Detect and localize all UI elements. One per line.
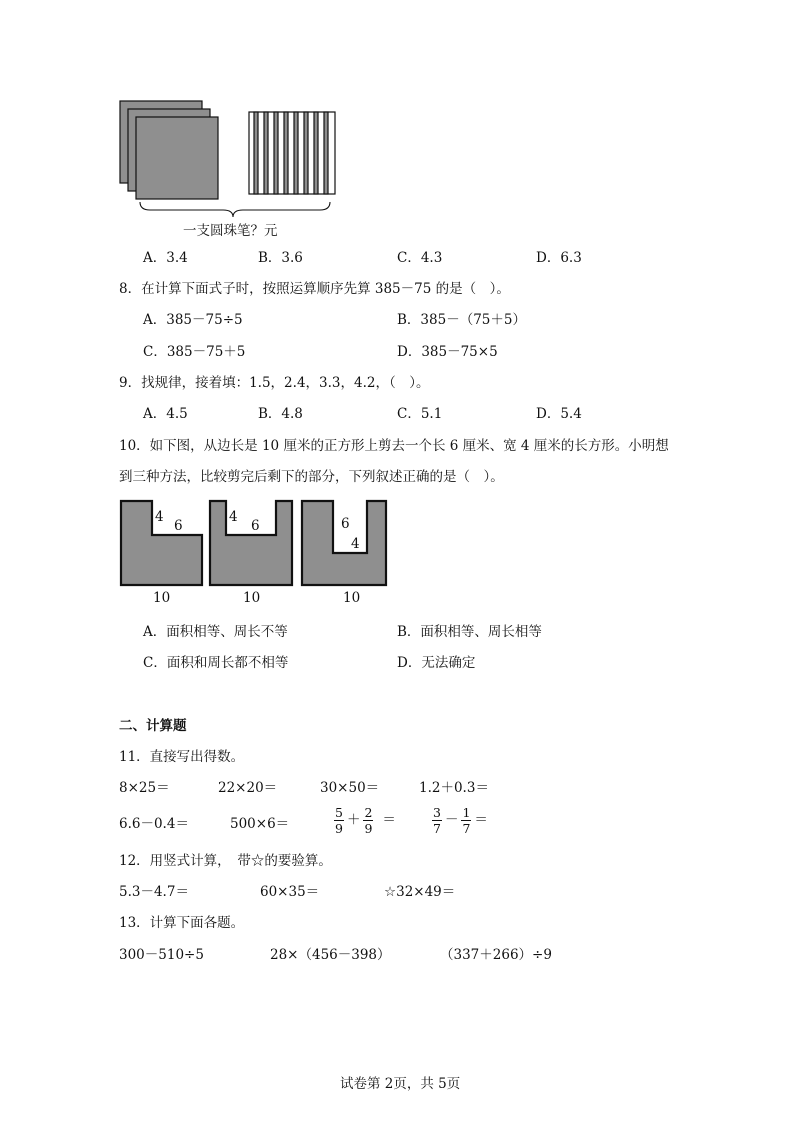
q9-option-c[interactable]: C．5.1 xyxy=(397,406,443,422)
q10-stem-line1: 10．如下图，从边长是 10 厘米的正方形上剪去一个长 6 厘米、宽 4 厘米的长方形。小明想 xyxy=(119,438,669,454)
q10-option-b[interactable]: B．面积相等、周长相等 xyxy=(397,624,542,640)
q7-option-a[interactable]: A．3.4 xyxy=(143,250,188,266)
q11-item-5: 6.6－0.4＝ xyxy=(119,816,189,832)
q11-item-2: 22×20＝ xyxy=(218,780,278,796)
q12-item-2: 60×35＝ xyxy=(260,884,320,900)
q8-option-c[interactable]: C．385－75＋5 xyxy=(143,344,246,360)
q13-item-3: （337＋266）÷9 xyxy=(440,947,552,963)
q7-brace-caption: 一支圆珠笔？元 xyxy=(183,223,278,239)
q10-option-a[interactable]: A．面积相等、周长不等 xyxy=(143,624,288,640)
q10-shape-2 xyxy=(210,501,292,585)
q7-option-d[interactable]: D．6.3 xyxy=(536,250,582,266)
q7-figure xyxy=(115,98,345,226)
q13-item-1: 300－510÷5 xyxy=(119,947,204,963)
q13-item-2: 28×（456－398） xyxy=(270,947,391,963)
q10-fig3-label-b: 4 xyxy=(351,536,360,552)
q10-shape-3 xyxy=(302,501,386,585)
q8-option-a[interactable]: A．385－75÷5 xyxy=(143,312,243,328)
q10-fig3-label-a: 6 xyxy=(341,516,350,532)
q7-option-c[interactable]: C．4.3 xyxy=(397,250,443,266)
q10-fig1-label-b: 6 xyxy=(174,518,183,534)
q10-fig1-label-a: 4 xyxy=(155,509,164,525)
q10-fig3-base: 10 xyxy=(343,590,361,606)
q11-fraction-diff: $\frac{3}{7}$ － $\frac{1}{7}$ ＝ xyxy=(433,805,488,837)
q9-stem: 9．找规律，接着填：1.5，2.4，3.3，4.2，（ ）。 xyxy=(119,375,430,391)
q13-stem: 13．计算下面各题。 xyxy=(119,915,245,931)
q8-option-b[interactable]: B．385－（75＋5） xyxy=(397,312,526,328)
q11-fraction-sum: $\frac{5}{9}$ ＋ $\frac{2}{9}$ ＝ xyxy=(335,805,396,837)
q12-stem: 12．用竖式计算， 带☆的要验算。 xyxy=(119,853,332,869)
q12-item-3: ☆32×49＝ xyxy=(384,884,456,900)
q10-fig1-base: 10 xyxy=(153,590,171,606)
q11-item-6: 500×6＝ xyxy=(230,816,290,832)
q7-option-b[interactable]: B．3.6 xyxy=(258,250,303,266)
q8-stem: 8．在计算下面式子时，按照运算顺序先算 385－75 的是（ ）。 xyxy=(119,281,510,297)
page-footer: 试卷第 2页，共 5页 xyxy=(340,1076,461,1092)
q12-item-1: 5.3－4.7＝ xyxy=(119,884,189,900)
q10-fig2-label-b: 6 xyxy=(251,518,260,534)
q11-stem: 11．直接写出得数。 xyxy=(119,749,245,765)
q11-item-4: 1.2＋0.3＝ xyxy=(419,780,489,796)
q8-option-d[interactable]: D．385－75×5 xyxy=(397,344,498,360)
q10-stem-line2: 到三种方法，比较剪完后剩下的部分，下列叙述正确的是（ ）。 xyxy=(119,469,504,485)
section-2-title: 二、计算题 xyxy=(119,718,187,734)
q10-fig2-label-a: 4 xyxy=(229,509,238,525)
q9-option-a[interactable]: A．4.5 xyxy=(143,406,188,422)
q10-option-d[interactable]: D．无法确定 xyxy=(397,655,476,671)
q10-option-c[interactable]: C．面积和周长都不相等 xyxy=(143,655,289,671)
q11-item-3: 30×50＝ xyxy=(320,780,380,796)
q11-item-1: 8×25＝ xyxy=(119,780,170,796)
q10-fig2-base: 10 xyxy=(243,590,261,606)
q9-option-d[interactable]: D．5.4 xyxy=(536,406,582,422)
q9-option-b[interactable]: B．4.8 xyxy=(258,406,303,422)
